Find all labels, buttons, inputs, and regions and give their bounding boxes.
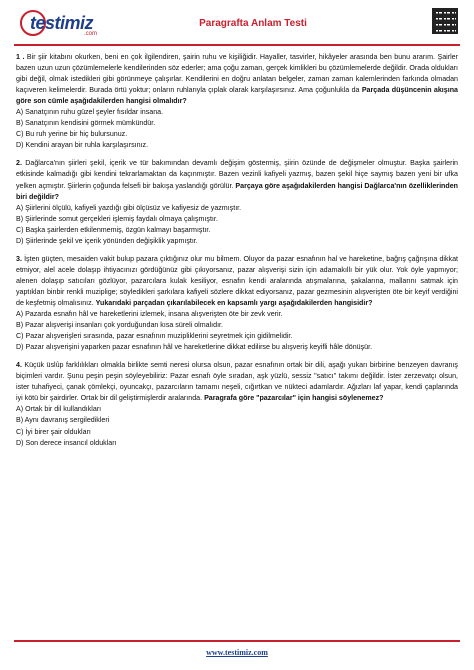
answer-options xyxy=(16,107,458,151)
question-passage: Dağlarca'nın şiirleri şekil, içerik ve tür bakımından devamlı değişim göstermiş, şiirin özünde de değişmeler olmuştur. Başka şairlerin etkisinde kalmadığı gibi kendini tekrarlamaktan da kaçınmıştır. Bazen vezinli kafiyeli yazmış, bazen şekil hiçe saymış bazen yeni bir ufka yelken açmıştır. Şiirlerin çoğunda felsefi bir bakışa yaslandığı görülür. xyxy=(16,159,458,190)
question-number: 4. xyxy=(16,361,22,370)
qr-code-icon xyxy=(432,8,458,34)
footer-divider xyxy=(14,640,460,642)
header-divider xyxy=(14,44,460,46)
question-1 xyxy=(16,52,458,151)
question-passage: Küçük üslûp farklılıkları olmakla birlikte semti neresi olursa olsun, pazar esnafının ortak bir dili, aşağı yukarı birbirine benzeyen davranış biçimleri vardır. Şunu peşin peşin söyleyebiliriz: Pazar esnafı öyle sıradan, aşk yüzlü, sessiz "satıcı" takımı değildir. İster zerzevatçı olsun, ister tuhafiyeci, çanak çömlekçi, oyuncakçı, pazarcıların tamamı neşeli, cığırtkan ve nükteci adamlardır. Ağızları laf yapar, kendi çaplarında iyi kötü bir şairdirler. Ortak bir dil geliştirmişlerdir aralarında. xyxy=(16,361,458,403)
answer-option-c[interactable]: C) Pazar alışverişleri sırasında, pazar esnafının muzipliklerini seyretmek için gidilmelidir. xyxy=(16,332,293,341)
question-number: 2. xyxy=(16,159,22,168)
answer-option-b[interactable]: B) Şiirlerinde somut gerçekleri işlemiş faydalı olmaya çalışmıştır. xyxy=(16,214,218,223)
question-prompt: Paragrafa göre "pazarcılar" için hangisi söylenemez? xyxy=(204,394,384,403)
question-prompt: Yukarıdaki parçadan çıkarılabilecek en kapsamlı yargı aşağıdakilerden hangisidir? xyxy=(95,298,373,307)
page-title: Paragrafta Anlam Testi xyxy=(199,18,307,29)
answer-option-d[interactable]: D) Pazar alışverişini yaparken pazar esnafının hâl ve hareketlerine dikkat edilirse bu alışveriş keyifli hâle dönüşür. xyxy=(16,343,373,352)
answer-options xyxy=(16,309,458,353)
question-2 xyxy=(16,158,458,246)
footer-url-link[interactable]: www.testimiz.com xyxy=(206,648,268,657)
question-prompt: Parçada düşüncenin akışına göre son cümle aşağıdakilerden hangisi olmalıdır? xyxy=(16,86,458,106)
question-number: 1 . xyxy=(16,53,25,61)
page-header xyxy=(18,8,458,42)
answer-option-c[interactable]: C) Başka şairlerden etkilenmemiş, özgün kalmayı başarmıştır. xyxy=(16,225,211,234)
question-4 xyxy=(16,360,458,448)
answer-option-b[interactable]: B) Aynı davranış sergiledikleri xyxy=(16,416,110,425)
logo-text: testimiz xyxy=(30,13,94,33)
testimiz-logo[interactable] xyxy=(18,8,128,42)
answer-option-a[interactable]: A) Ortak bir dil kullandıkları xyxy=(16,405,102,414)
question-passage: İşten güçten, mesaiden vakit bulup pazara çıktığınız olur mu bilmem. Oluyor da pazar esnafının hal ve hareketine, bağrış çağrışına dikkat etmiyor, alel acele dolaşıp ihtiyacınızı gördüğünüz gibi çıkıyorsanız, pazar alışverişi sizin için adamakıllı bir yük olur. Yok öyle yapmıyor; alenen dolaşıp satıcıları gözlüyor, pazarcılara kulak kesiliyor, esnafın kendi aralarında atışmalarına, şakalarına, mallarını satmak için yaptıkları binbir renkli muziplige; söyledikleri şarkılara kafiyeli sözlere dikkat ediyorsanız, pazar gezmesinin alışverişten öte bir keyif verdiğini de keşfetmiş olmalısınız. xyxy=(16,254,458,307)
answer-options xyxy=(16,203,458,247)
answer-option-a[interactable]: A) Sanatçının ruhu güzel şeyler fısıldar insana. xyxy=(16,108,164,117)
question-number: 3. xyxy=(16,254,22,263)
answer-option-d[interactable]: D) Son derece insancıl oldukları xyxy=(16,438,117,447)
question-3 xyxy=(16,254,458,353)
answer-option-d[interactable]: D) Şiirlerinde şekil ve içerik yönünden değişiklik yapmıştır. xyxy=(16,236,198,245)
answer-option-c[interactable]: C) Bu ruh yerine bir hiç bulursunuz. xyxy=(16,130,128,139)
answer-options xyxy=(16,404,458,448)
answer-option-d[interactable]: D) Kendini arayan bir ruhla karşılaşırsınız. xyxy=(16,141,149,150)
logo-subtext: .com xyxy=(84,31,98,37)
answer-option-a[interactable]: A) Pazarda esnafın hâl ve hareketlerini izlemek, insana alışverişten öte bir zevk verir. xyxy=(16,310,283,319)
answer-option-b[interactable]: B) Sanatçının kendisini görmek mümkündür. xyxy=(16,119,156,128)
answer-option-a[interactable]: A) Şiirlerini ölçülü, kafiyeli yazdığı gibi ölçüsüz ve kafiyesiz de yazmıştır. xyxy=(16,203,242,212)
question-passage: Bir şiir kitabını okurken, beni en çok ilgilendiren, şairin ruhu ve kişiliğidir. Hayaller, tasvirler, hikâyeler arasında ben bunu ararım. Şairler bazen uzun uzun çözümlemelerle kendilerinden söz ederler; ama çoğu zaman, gerçek kimlikleri bu çözümlemelerde değildir. Orada oldukları gibi değil, olmak istedikleri gibi görünmeye çalışırlar. Kendilerini en doğru anlatan belgeler, zaman zaman kalemlerinden farkında olmadan kaçıveren kelimelerdir. Burada örtü yoktur; onların ruhlarıyla çıplak olarak karşılaşırsınız. Ama çoğunlukla da xyxy=(16,53,458,95)
answer-option-b[interactable]: B) Pazar alışverişi insanları çok yorduğundan kısa süreli olmalıdır. xyxy=(16,321,223,330)
answer-option-c[interactable]: C) İyi birer şair oldukları xyxy=(16,427,91,436)
question-list xyxy=(16,52,458,456)
question-prompt: Parçaya göre aşağıdakilerden hangisi Dağlarca'nın özelliklerinden biri değildir? xyxy=(16,181,458,201)
